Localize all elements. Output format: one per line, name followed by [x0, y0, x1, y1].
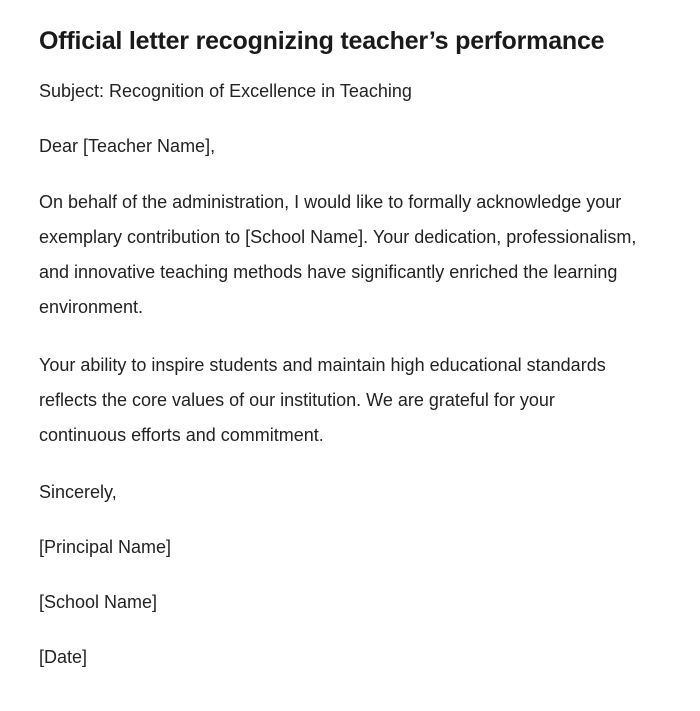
body-paragraph-2: Your ability to inspire students and maintain high educational standards reflects the core values of our institution. We are grateful for your continuous efforts and commitment.	[39, 355, 606, 445]
subject-line: Subject: Recognition of Excellence in Teaching	[39, 81, 412, 101]
signature-school-name: [School Name]	[39, 592, 158, 612]
body-paragraph-1: On behalf of the administration, I would like to formally acknowledge your exemplary contribution to [School Name]. Your dedication, professionalism, and innovative teaching methods have significantly enriched the learning environment.	[39, 192, 637, 317]
signature-date: [Date]	[39, 647, 88, 667]
closing-line: Sincerely,	[39, 482, 117, 502]
page-title: Official letter recognizing teacher’s performance	[39, 27, 605, 55]
signature-principal-name: [Principal Name]	[39, 537, 172, 557]
salutation-line: Dear [Teacher Name],	[39, 136, 216, 156]
